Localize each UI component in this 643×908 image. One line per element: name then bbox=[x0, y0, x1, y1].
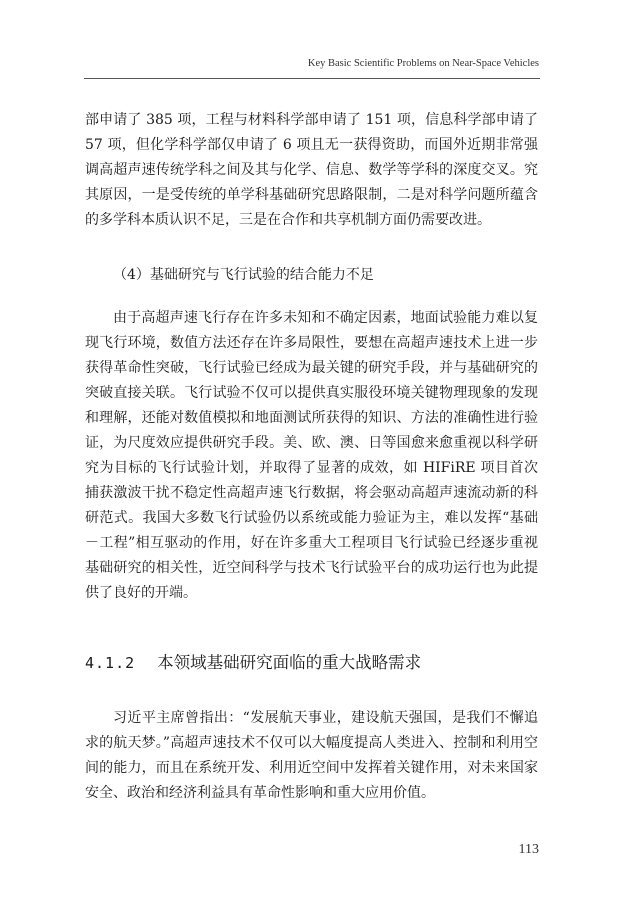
flight-test-paragraph bbox=[85, 306, 538, 606]
paragraph-text: 习近平主席曾指出：“发展航天事业，建设航天强国，是我们不懈追求的航天梦。”高超声速技术不仅可以大幅度提高人类进入、控制和利用空间的能力，而且在系统开发、利用近空间中发挥着关键作用，对未来国家安全、政治和经济利益具有革命性影响和重大应用价值。 bbox=[85, 710, 538, 801]
header-rule bbox=[84, 78, 540, 79]
paragraph-text: 部申请了 385 项，工程与材料科学部申请了 151 项，信息科学部申请了 57 项，但化学科学部仅申请了 6 项且无一获得资助，而国外近期非常强调高超声速传统学科之间及其与化学、信息、数学等学科的深度交叉。究其原因，一是受传统的单学科基础研究思路限制，二是对科学问题所蕴含的多学科本质认识不足，三是在合作和共享机制方面仍需要改进。 bbox=[85, 112, 538, 228]
continuation-paragraph bbox=[85, 108, 538, 233]
strategic-paragraph bbox=[85, 706, 538, 806]
subheading: （4）基础研究与飞行试验的结合能力不足 bbox=[113, 267, 374, 283]
running-header: Key Basic Scientific Problems on Near-Space Vehicles bbox=[307, 58, 539, 69]
section-number: 4.1.2 bbox=[85, 654, 136, 672]
paragraph-text: 由于高超声速飞行存在许多未知和不确定因素，地面试验能力难以复现飞行环境，数值方法还存在许多局限性，要想在高超声速技术上进一步获得革命性突破，飞行试验已经成为最关键的研究手段，并与基础研究的突破直接关联。飞行试验不仅可以提供真实服役环境关键物理现象的发现和理解，还能对数值模拟和地面测试所获得的知识、方法的准确性进行验证，为尺度效应提供研究手段。美、欧、澳、日等国愈来愈重视以科学研究为目标的飞行试验计划，并取得了显著的成效，如 HIFiRE 项目首次捕获激波干扰不稳定性高超声速飞行数据，将会驱动高超声速流动新的科研范式。我国大多数飞行试验仍以系统或能力验证为主，难以发挥“基础－工程”相互驱动的作用，好在许多重大工程项目飞行试验已经逐步重视基础研究的相关性，近空间科学与技术飞行试验平台的成功运行也为此提供了良好的开端。 bbox=[85, 310, 538, 601]
section-heading bbox=[85, 650, 421, 676]
page-number: 113 bbox=[518, 842, 539, 857]
section-title: 本领域基础研究面临的重大战略需求 bbox=[157, 653, 422, 672]
